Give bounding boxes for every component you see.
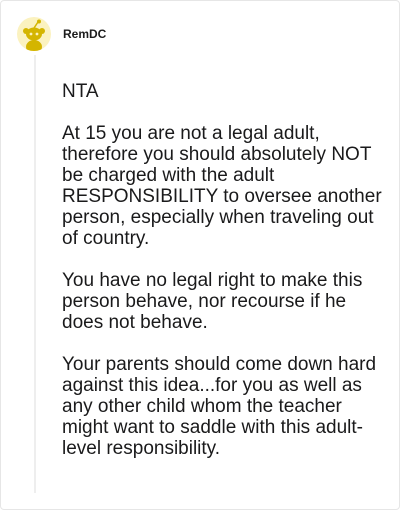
- comment-paragraph: You have no legal right to make this person behave, nor recourse if he does not behave.: [62, 270, 368, 333]
- comment-paragraph: Your parents should come down hard against this idea...for you as well as any other child whom the teacher might want to saddle with this adult-level responsibility.: [62, 354, 382, 459]
- comment-body: [62, 81, 387, 480]
- comment-paragraph: NTA: [62, 81, 99, 102]
- thread-line[interactable]: [34, 55, 36, 493]
- snoo-avatar-icon[interactable]: [17, 17, 51, 51]
- comment-paragraph: At 15 you are not a legal adult, therefore you should absolutely NOT be charged with the adult RESPONSIBILITY to oversee another person, especially when traveling out of country.: [62, 123, 387, 249]
- comment-username[interactable]: RemDC: [63, 27, 107, 41]
- comment-header: [17, 17, 106, 51]
- snoo-icon: [17, 17, 51, 51]
